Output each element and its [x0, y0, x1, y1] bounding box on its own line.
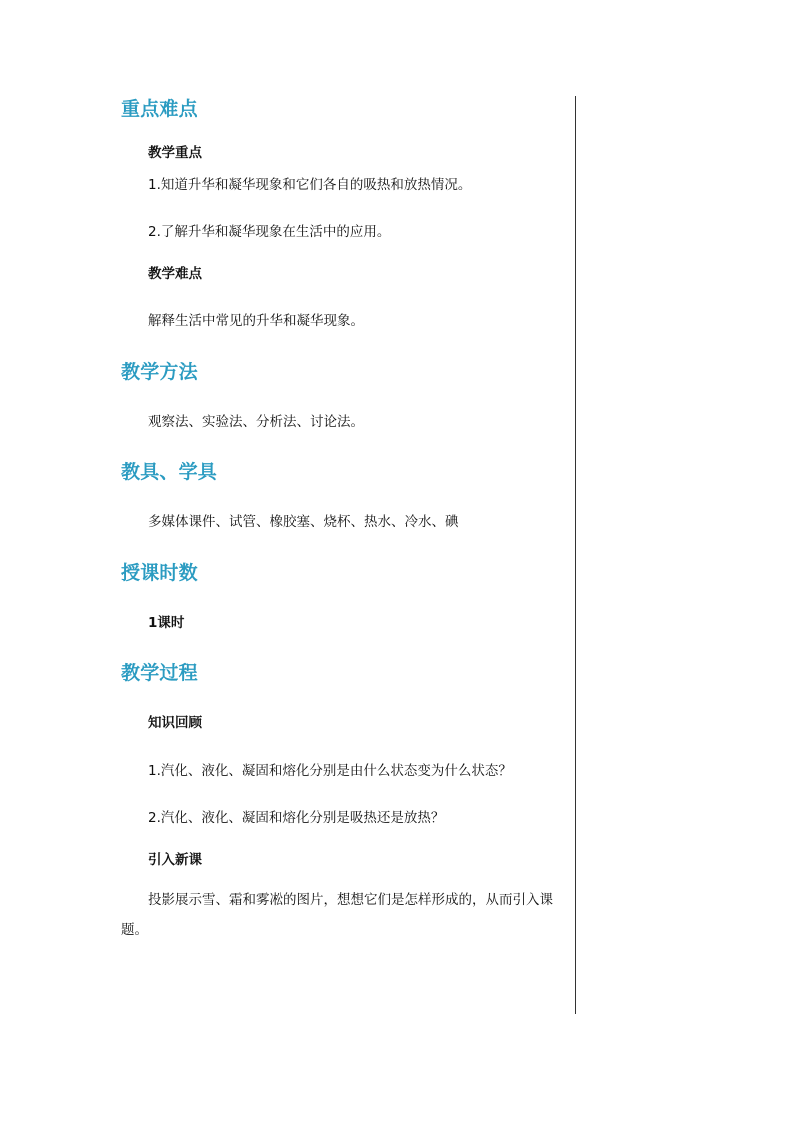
section-heading-class-hours: 授课时数	[121, 561, 198, 584]
knowledge-review-question-1: 1.汽化、液化、凝固和熔化分别是由什么状态变为什么状态？	[148, 762, 512, 779]
section-heading-teaching-method: 教学方法	[121, 360, 198, 383]
new-lesson-intro-paragraph: 投影展示雪、霜和雾凇的图片，想想它们是怎样形成的，从而引入课题。	[121, 892, 553, 938]
teaching-focus-item-2: 2.了解升华和凝华现象在生活中的应用。	[148, 224, 391, 240]
teaching-tools-text: 多媒体课件、试管、橡胶塞、烧杯、热水、冷水、碘	[148, 514, 459, 530]
section-heading-teaching-tools: 教具、学具	[121, 461, 218, 483]
subheading-knowledge-review: 知识回顾	[148, 715, 202, 731]
knowledge-review-question-2: 2.汽化、液化、凝固和熔化分别是吸热还是放热？	[148, 810, 445, 826]
subheading-teaching-focus: 教学重点	[148, 145, 202, 161]
section-heading-teaching-process: 教学过程	[121, 662, 198, 684]
class-hours-text: 1课时	[148, 614, 185, 631]
section-heading-key-difficult-points: 重点难点	[121, 98, 198, 120]
subheading-new-lesson-intro: 引入新课	[148, 851, 202, 868]
right-border-line	[575, 96, 576, 1014]
subheading-teaching-difficulty: 教学难点	[148, 265, 202, 282]
teaching-focus-item-1: 1.知道升华和凝华现象和它们各自的吸热和放热情况。	[148, 176, 472, 193]
document-content	[121, 100, 571, 945]
teaching-difficulty-text: 解释生活中常见的升华和凝华现象。	[148, 313, 364, 329]
teaching-method-text: 观察法、实验法、分析法、讨论法。	[148, 413, 364, 430]
